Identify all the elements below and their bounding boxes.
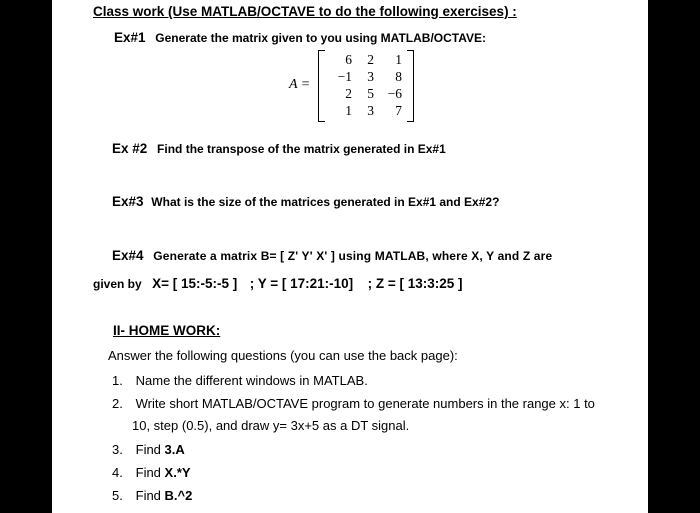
list-number: 1.	[112, 373, 123, 388]
matrix-cell: 8	[395, 69, 402, 84]
list-item	[112, 373, 368, 388]
list-text: Find	[135, 465, 165, 480]
list-bold-text: B.^2	[164, 488, 193, 503]
list-text-continued: 10, step (0.5), and draw y= 3x+5 as a DT signal.	[132, 418, 410, 433]
matrix-cell: −1	[337, 69, 352, 84]
list-number: 3.	[112, 442, 123, 457]
right-bracket	[407, 50, 414, 122]
page-title: Class work (Use MATLAB/OCTAVE to do the following exercises) :	[93, 4, 517, 19]
exercise-3	[112, 194, 499, 209]
list-text: Find	[135, 442, 165, 457]
exercise-4	[112, 248, 552, 263]
left-bracket	[318, 50, 325, 122]
exercise-4-text: Generate a matrix B= [ Z' Y' X' ] using MATLAB, where X, Y and Z are	[153, 249, 553, 263]
exercise-3-text: What is the size of the matrices generated in Ex#1 and Ex#2?	[151, 195, 500, 209]
matrix-cell: 2	[367, 52, 374, 67]
exercise-3-label: Ex#3	[112, 194, 144, 209]
list-item	[112, 488, 192, 503]
exercise-4-label: Ex#4	[112, 248, 144, 263]
list-text: Write short MATLAB/OCTAVE program to generate numbers in the range x: 1 to	[135, 396, 595, 411]
exercise-2-label: Ex #2	[112, 141, 148, 156]
list-bold-text: 3.A	[164, 442, 185, 457]
exercise-1-text: Generate the matrix given to you using MATLAB/OCTAVE:	[155, 31, 486, 45]
homework-intro: Answer the following questions (you can use the back page):	[108, 348, 458, 363]
list-number: 2.	[112, 396, 123, 411]
exercise-1-label: Ex#1	[114, 30, 146, 45]
left-black-border	[0, 0, 52, 513]
list-text: Find	[135, 488, 165, 503]
exercise-1	[114, 30, 486, 45]
matrix-cell: 5	[367, 86, 374, 101]
list-bold-text: X.*Y	[164, 465, 191, 480]
matrix-cell: 1	[395, 52, 402, 67]
matrix-cell: 6	[345, 52, 352, 67]
document-page	[52, 0, 648, 513]
exercise-4-given	[93, 275, 463, 293]
homework-heading: II- HOME WORK:	[113, 323, 221, 338]
matrix-a	[318, 50, 414, 122]
matrix-cell: −6	[387, 86, 402, 101]
list-number: 5.	[112, 488, 123, 503]
matrix-grid	[326, 51, 408, 119]
matrix-cell: 7	[395, 103, 402, 118]
exercise-2	[112, 141, 446, 156]
right-black-border	[648, 0, 700, 513]
list-text: Name the different windows in MATLAB.	[135, 373, 368, 388]
x-definition: X= [ 15:-5:-5 ]	[152, 276, 238, 291]
matrix-cell: 1	[345, 103, 352, 118]
list-number: 4.	[112, 465, 123, 480]
matrix-cell: 3	[367, 103, 374, 118]
z-definition: ; Z = [ 13:3:25 ]	[367, 276, 463, 291]
list-item	[112, 442, 185, 457]
exercise-2-text: Find the transpose of the matrix generated in Ex#1	[157, 142, 446, 156]
matrix-name: A =	[289, 77, 311, 92]
matrix-cell: 3	[367, 69, 374, 84]
given-by-text: given by	[93, 277, 142, 291]
list-item	[112, 465, 191, 480]
list-item	[112, 396, 595, 411]
y-definition: ; Y = [ 17:21:-10]	[249, 276, 354, 291]
matrix-cell: 2	[345, 86, 352, 101]
